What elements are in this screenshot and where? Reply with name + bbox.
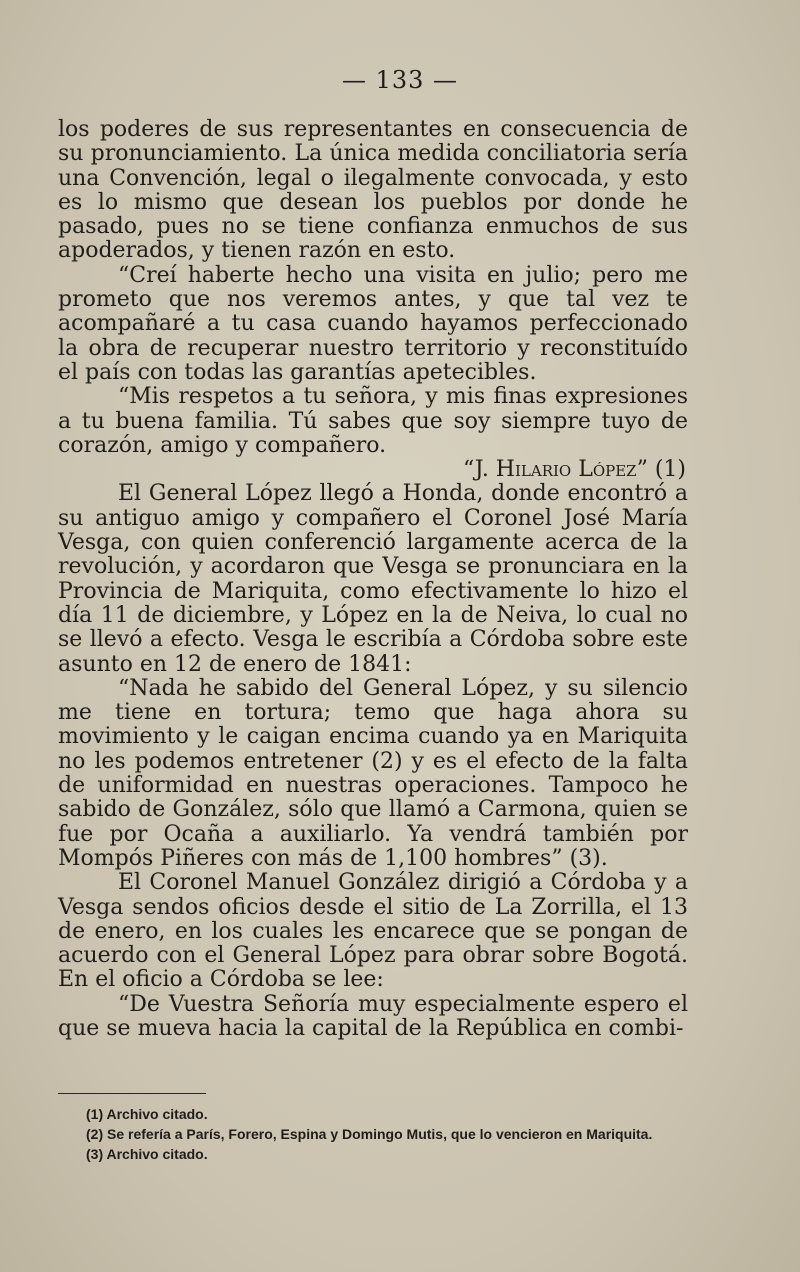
paragraph: El Coronel Manuel González dirigió a Córdoba y a Vesga sendos oficios desde el sitio de La Zorrilla, el 13 de enero, en los cuales les encarece que se pongan de acuerdo con el General López para obrar sobre Bogotá. En el oficio a Córdoba se lee:: [58, 870, 688, 993]
paragraph: los poderes de sus representantes en consecuencia de su pronunciamiento. La única medida conciliatoria sería una Convención, legal o ilegalmente convocada, y esto es lo mismo que desean los pueblos por donde he pasado, pues no se tiene confianza enmuchos de sus apoderados, y tienen razón en esto.: [58, 117, 688, 264]
letter-signature: “J. Hilario López” (1): [462, 457, 686, 483]
footnote: (1) Archivo citado.: [86, 1106, 208, 1122]
page-number: — 133 —: [341, 66, 459, 94]
paragraph: El General López llegó a Honda, donde encontró a su antiguo amigo y compañero el Coronel José María Vesga, con quien conferenció largamente acerca de la revolución, y acordaron que Vesga se pronunciara en la Provincia de Mariquita, como efectivamente lo hizo el día 11 de diciembre, y López en la de Neiva, lo cual no se llevó a efecto. Vesga le escribía a Córdoba sobre este asunto en 12 de enero de 1841:: [58, 481, 688, 677]
quoted-paragraph: “De Vuestra Señoría muy especialmente espero el que se mueva hacia la capital de la República en combi-: [58, 991, 688, 1041]
paragraph: “Creí haberte hecho una visita en julio; pero me prometo que nos veremos antes, y que tal vez te acompañaré a tu casa cuando hayamos perfeccionado la obra de recuperar nuestro territorio y reconstituído el país con todas las garantías apetecibles.: [58, 262, 688, 385]
footnote: (2) Se refería a París, Forero, Espina y Domingo Mutis, que lo vencieron en Mariquita.: [86, 1126, 653, 1142]
paragraph: “Mis respetos a tu señora, y mis finas expresiones a tu buena familia. Tú sabes que soy siempre tuyo de corazón, amigo y compañero.: [58, 384, 688, 458]
footnote: (3) Archivo citado.: [86, 1146, 208, 1162]
footnote-rule: [58, 1093, 206, 1094]
footnotes: [58, 1104, 688, 1164]
quoted-paragraph: “Nada he sabido del General López, y su silencio me tiene en tortura; temo que haga ahora su movimiento y le caigan encima cuando ya en Mariquita no les podemos entretener (2) y es el efecto de la falta de uniformidad en nuestras operaciones. Tampoco he sabido de González, sólo que llamó a Carmona, quien se fue por Ocaña a auxiliarlo. Ya vendrá también por Mompós Piñeres con más de 1,100 hombres” (3).: [58, 675, 688, 871]
body-text: [58, 118, 688, 1041]
